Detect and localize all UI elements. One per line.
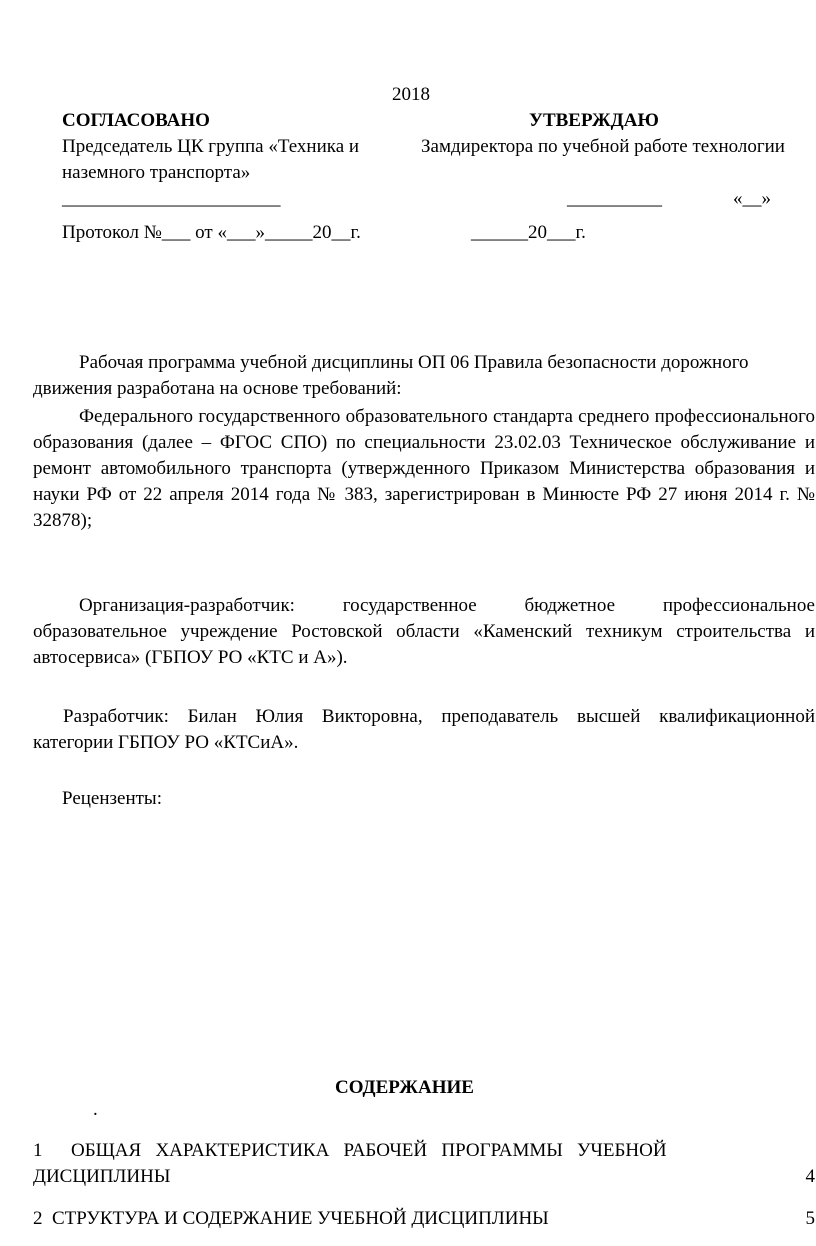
contents-item-page: 5 bbox=[805, 1208, 815, 1229]
left-chairman-line1: Председатель ЦК группа «Техника и bbox=[62, 136, 360, 157]
right-date-line: ______20___г. bbox=[471, 222, 586, 243]
paragraph-program-line1: Рабочая программа учебной дисциплины ОП 06 Правила безопасности дорожного bbox=[79, 352, 749, 373]
protocol-line: Протокол №___ от «___»_____20__г. bbox=[62, 222, 361, 243]
contents-item-continuation bbox=[33, 1164, 815, 1190]
year: 2018 bbox=[392, 84, 430, 105]
paragraph-organization: Организация-разработчик: государственное бюджетное профессиональное образовательное учреждение Ростовской области «Каменский техникум строительства и автосервиса» (ГБПОУ РО «КТС и А»). bbox=[33, 595, 815, 668]
paragraph-program-line2: движения разработана на основе требований: bbox=[33, 378, 402, 399]
paragraph-developer: Разработчик: Билан Юлия Викторовна, преподаватель высшей квалификационной категории ГБПОУ РО «КТСиА». bbox=[33, 706, 815, 753]
contents-item bbox=[33, 1206, 815, 1232]
contents-dot: . bbox=[93, 1099, 98, 1120]
contents-item-title-line1: 1 ОБЩАЯ ХАРАКТЕРИСТИКА РАБОЧЕЙ ПРОГРАММЫ УЧЕБНОЙ bbox=[33, 1140, 667, 1161]
left-chairman-line2: наземного транспорта» bbox=[62, 162, 251, 183]
approved-title-left: СОГЛАСОВАНО bbox=[62, 110, 210, 131]
right-quote-day: «__» bbox=[733, 188, 771, 209]
right-deputy-line1: Замдиректора по учебной работе технологии bbox=[421, 136, 785, 157]
left-signature-line: _______________________ bbox=[62, 188, 281, 209]
contents-item-title: 2 СТРУКТУРА И СОДЕРЖАНИЕ УЧЕБНОЙ ДИСЦИПЛИНЫ bbox=[33, 1208, 549, 1229]
contents-title: СОДЕРЖАНИЕ bbox=[335, 1077, 474, 1098]
contents-item-page: 4 bbox=[805, 1166, 815, 1187]
approve-title-right: УТВЕРЖДАЮ bbox=[529, 110, 659, 131]
contents-item bbox=[33, 1138, 815, 1164]
reviewers-label: Рецензенты: bbox=[62, 788, 162, 809]
paragraph-standard: Федерального государственного образовательного стандарта среднего профессионального образования (далее – ФГОС СПО) по специальности 23.02.03 Техническое обслуживание и ремонт автомобильного транспорта (утвержденного Приказом Министерства образования и науки РФ от 22 апреля 2014 года № 383, зарегистрирован в Минюсте РФ 27 июня 2014 г. № 32878); bbox=[33, 406, 815, 531]
right-signature-line: __________ bbox=[567, 188, 662, 209]
contents-item-title-line2: ДИСЦИПЛИНЫ bbox=[33, 1166, 171, 1187]
